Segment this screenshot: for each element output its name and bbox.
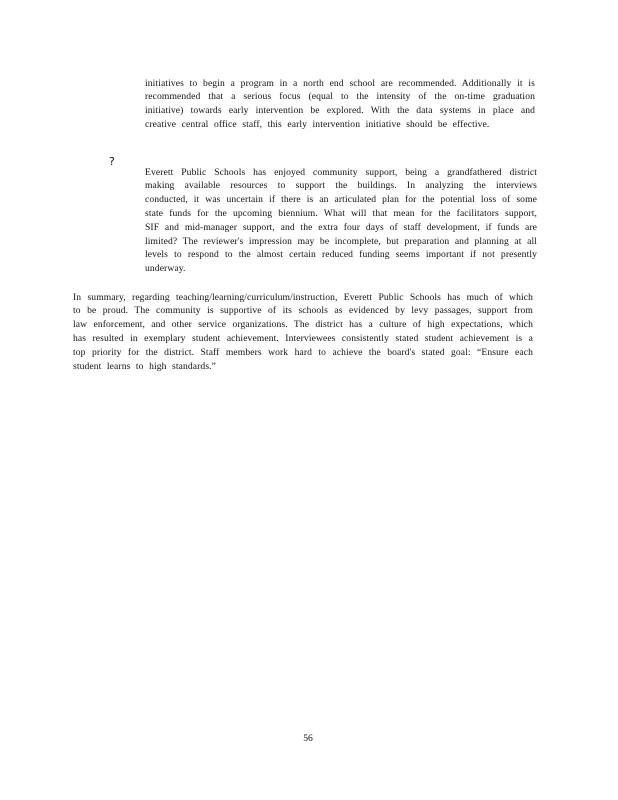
page-number: 56 [303, 733, 313, 744]
summary-paragraph: In summary, regarding teaching/learning/curriculum/instruction, Everett Public Schools has much of which to be proud. The community is supportive of its schools as evidenced by levy passages, support from law enforcement, and other service organizations. The district has a culture of high expectations, which has resulted in exemplary student achievement. Interviewees consistently stated student achievement is a top priority for the district. Staff members work hard to achieve the board's stated goal: “Ensure each student learns to high standards.” [73, 291, 533, 372]
bullet-marker: ? [109, 155, 115, 168]
bullet-paragraph: Everett Public Schools has enjoyed community support, being a grandfathered district making available resources to support the buildings. In analyzing the interviews conducted, it was uncertain if there is an articulated plan for the potential loss of some state funds for the upcoming biennium. What will that mean for the facilitators support, SIF and mid-manager support, and the extra four days of staff development, if funds are limited? The reviewer's impression may be incomplete, but preparation and planning at all levels to respond to the almost certain reduced funding seems important if not presently underway. [145, 166, 537, 275]
continuation-paragraph: initiatives to begin a program in a north end school are recommended. Additionally it is recommended that a serious focus (equal to the intensity of the on-time graduation initiative) towards early intervention be explored. With the data systems in place and creative central office staff, this early intervention initiative should be effective. [145, 77, 535, 130]
